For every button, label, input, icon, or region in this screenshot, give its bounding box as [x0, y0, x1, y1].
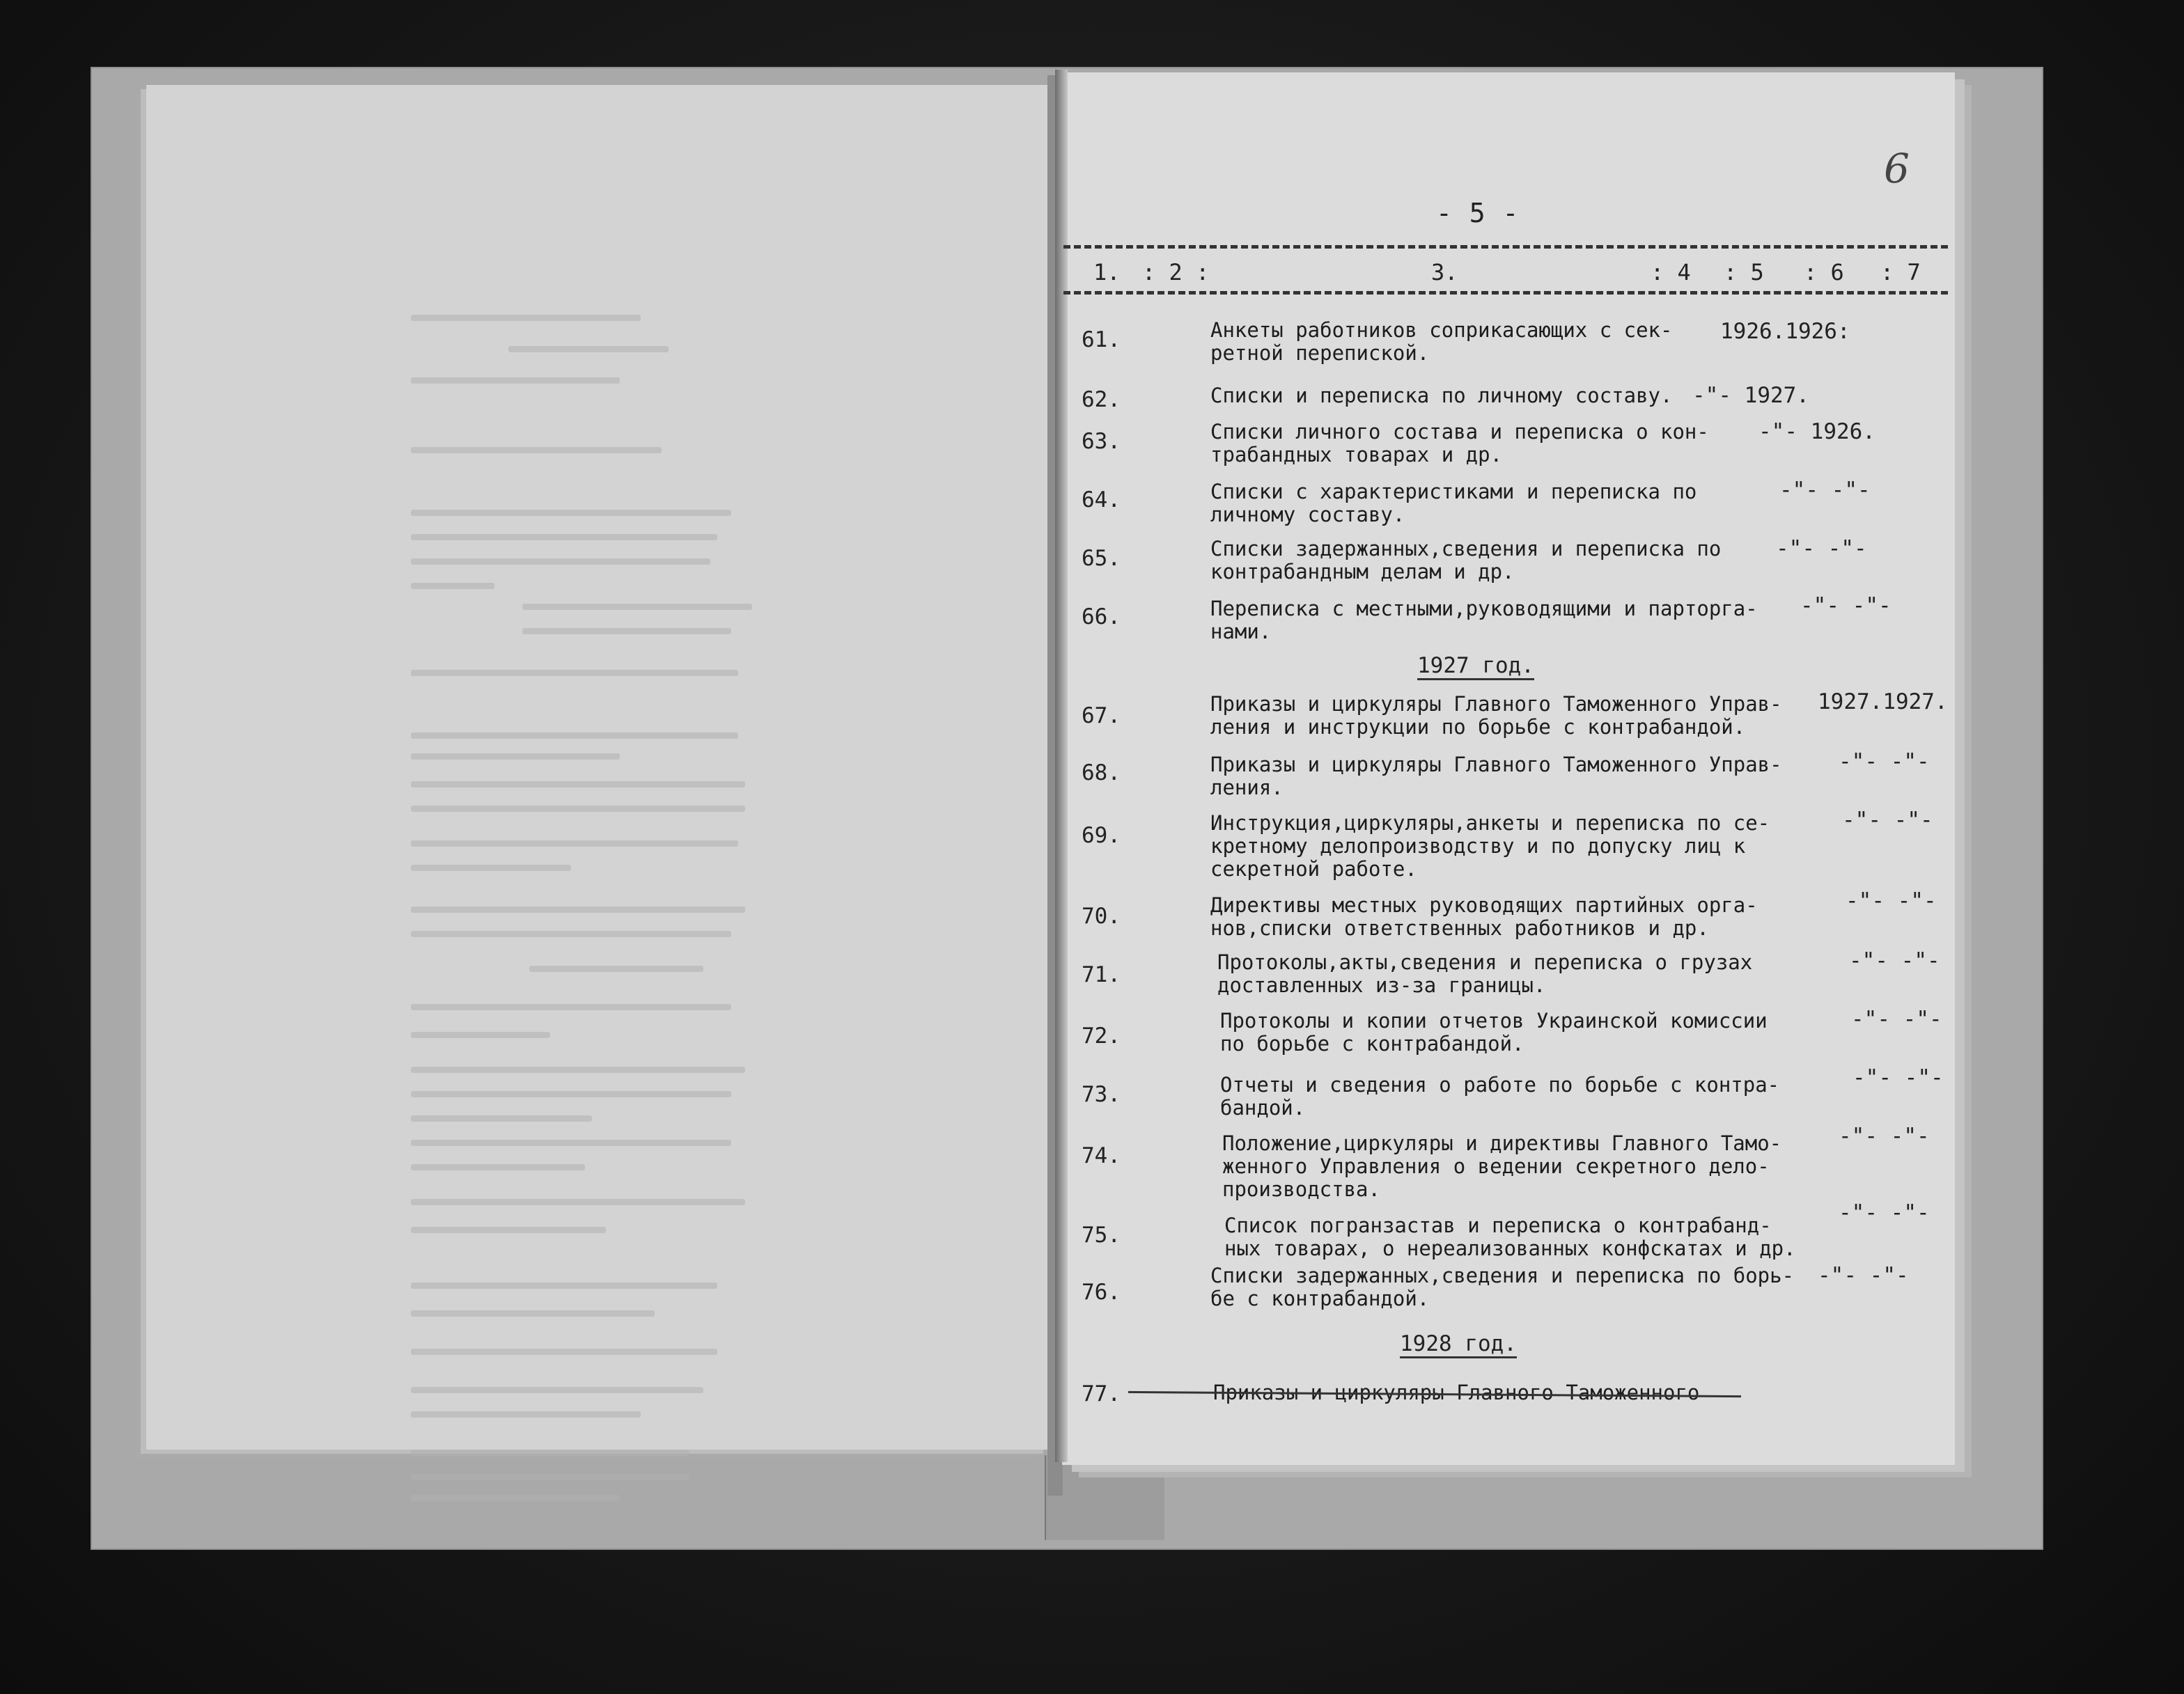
table-top-rule	[1063, 245, 1948, 249]
entry-title: Инструкция,циркуляры,анкеты и переписка по се- кретному делопроизводству и по допуску лиц к секретной работе.	[1210, 811, 1770, 881]
entry-years: -"- -"-	[1852, 1065, 1944, 1090]
entry-number: 63.	[1082, 429, 1121, 454]
entry-years: -"- -"-	[1839, 1124, 1930, 1149]
entry-title: Протоколы,акты,сведения и переписка о грузах доставленных из-за границы.	[1217, 950, 1753, 997]
entry-title: Списки с характеристиками и переписка по личному составу.	[1210, 480, 1697, 526]
column-header-1: 1.	[1093, 259, 1121, 285]
entry-number: 71.	[1082, 962, 1121, 987]
entry-title: Приказы и циркуляры Главного Таможенного Управ- ления и инструкции по борьбе с контрабандой.	[1210, 692, 1782, 739]
entry-years: -"- -"-	[1839, 1200, 1930, 1225]
entry-title: Отчеты и сведения о работе по борьбе с контра- бандой.	[1220, 1073, 1780, 1120]
entry-number: 61.	[1082, 327, 1121, 352]
entry-number: 67.	[1082, 703, 1121, 728]
entry-years: -"- 1926.	[1758, 419, 1875, 444]
handwritten-folio-mark: 6	[1884, 145, 1910, 192]
entry-years: 1926.1926:	[1720, 319, 1850, 344]
entry-years: -"- -"-	[1846, 888, 1937, 913]
column-header-6: : 6	[1804, 259, 1844, 285]
page-number: - 5 -	[1436, 198, 1520, 228]
entry-title: Списки и переписка по личному составу.	[1210, 384, 1673, 407]
entry-number: 70.	[1082, 904, 1121, 929]
entry-years: -"- -"-	[1839, 749, 1930, 774]
entry-number: 68.	[1082, 760, 1121, 785]
entry-years: -"- 1927.	[1692, 383, 1809, 408]
entry-title: Списки задержанных,сведения и переписка по борь- бе с контрабандой.	[1210, 1264, 1795, 1310]
entry-title: Положение,циркуляры и директивы Главного Тамо- женного Управления о ведении секретного дело- производства.	[1222, 1131, 1782, 1201]
entry-number: 64.	[1082, 487, 1121, 512]
column-header-2: : 2 :	[1142, 259, 1210, 285]
entry-number: 72.	[1082, 1024, 1121, 1049]
column-header-7: : 7	[1880, 259, 1921, 285]
left-page-blank	[146, 85, 1049, 1450]
page-fold	[1055, 70, 1068, 1462]
entry-number: 75.	[1082, 1223, 1121, 1248]
entry-number: 74.	[1082, 1143, 1121, 1168]
entry-number: 73.	[1082, 1082, 1121, 1107]
entry-title: Приказы и циркуляры Главного Таможенного Управ- ления.	[1210, 753, 1782, 799]
entry-title: Списки личного состава и переписка о кон- трабандных товарах и др.	[1210, 420, 1709, 466]
entry-title: Протоколы и копии отчетов Украинской комиссии по борьбе с контрабандой.	[1220, 1009, 1768, 1056]
entry-years: -"- -"-	[1776, 536, 1867, 561]
entry-years: -"- -"-	[1800, 593, 1892, 618]
entry-years: -"- -"-	[1851, 1007, 1942, 1032]
year-heading-1927: 1927 год.	[1417, 653, 1534, 680]
show-through-text	[146, 85, 1049, 1450]
entry-title: Директивы местных руководящих партийных орга- нов,списки ответственных работников и др.	[1210, 893, 1758, 940]
entry-title-struck: Приказы и циркуляры Главного Таможенного	[1213, 1381, 1700, 1404]
entry-number: 77.	[1082, 1381, 1121, 1406]
entry-number: 76.	[1082, 1280, 1121, 1305]
entry-title: Переписка с местными,руководящими и парторга- нами.	[1210, 597, 1758, 643]
entry-years: -"- -"-	[1842, 808, 1933, 833]
entry-years: -"- -"-	[1779, 478, 1871, 503]
entry-number: 69.	[1082, 823, 1121, 848]
entry-number: 62.	[1082, 387, 1121, 412]
table-header-rule	[1063, 291, 1948, 295]
year-heading-1928: 1928 год.	[1400, 1331, 1517, 1358]
column-header-5: : 5	[1724, 259, 1764, 285]
column-header-3: 3.	[1431, 259, 1458, 285]
entry-years: -"- -"-	[1849, 948, 1940, 973]
entry-title: Списки задержанных,сведения и переписка по контрабандным делам и др.	[1210, 537, 1722, 583]
entry-number: 65.	[1082, 546, 1121, 571]
entry-title: Список погранзастав и переписка о контрабанд- ных товарах, о нереализованных конфскатах и др.	[1224, 1214, 1796, 1260]
entry-years: -"- -"-	[1818, 1263, 1909, 1288]
entry-title: Анкеты работников соприкасающих с сек- ретной перепиской.	[1210, 318, 1673, 365]
entry-number: 66.	[1082, 604, 1121, 629]
column-header-4: : 4	[1651, 259, 1691, 285]
entry-years: 1927.1927.	[1818, 689, 1948, 714]
